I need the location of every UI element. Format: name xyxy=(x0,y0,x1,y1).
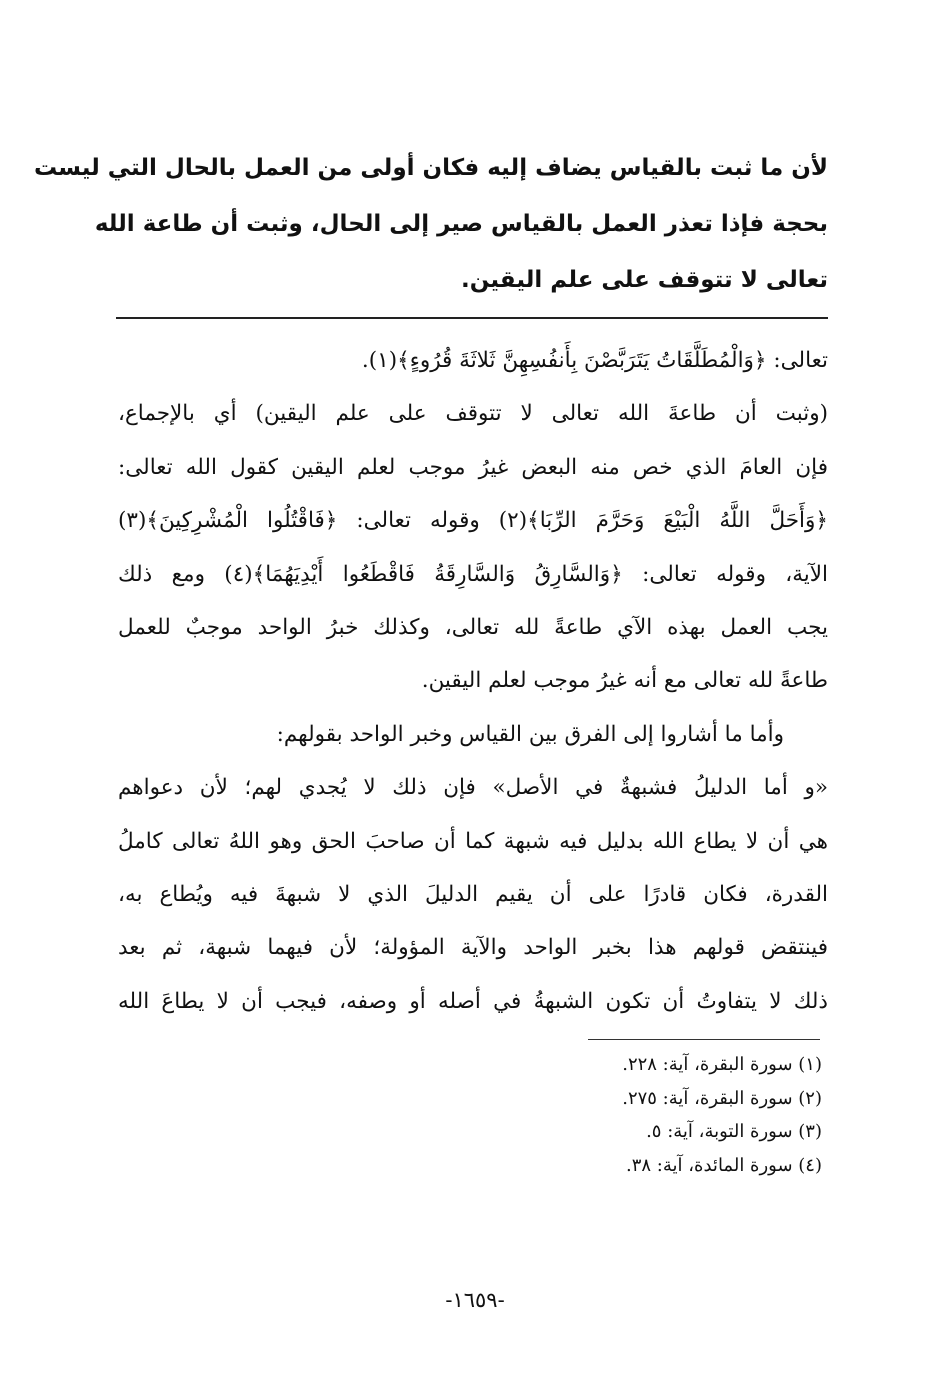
commentary-line: القدرة، فكان قادرًا على أن يقيم الدليلَ الذي لا شبهةَ فيه ويُطاع به، xyxy=(118,882,828,908)
commentary-line: فإن العامَ الذي خص منه البعض غيرُ موجب لعلم اليقين كقول الله تعالى: xyxy=(118,454,828,480)
main-text-line: لأن ما ثبت بالقياس يضاف إليه فكان أولى من العمل بالحال التي ليست xyxy=(33,155,828,181)
footnote: (٣) سورة التوبة، آية: ٥. xyxy=(646,1121,822,1142)
footnote-divider xyxy=(588,1039,820,1040)
commentary-text xyxy=(118,334,828,1028)
commentary-line: «و أما الدليلُ فشبهةٌ في الأصل» فإن ذلك لا يُجدي لهم؛ لأن دعواهم xyxy=(118,775,828,801)
commentary-line: فينتقض قولهم هذا بخبر الواحد والآية المؤولة؛ لأن فيهما شبهة، ثم بعد xyxy=(118,935,828,961)
commentary-line: (وثبت أن طاعةَ الله تعالى لا تتوقف على علم اليقين) أي بالإجماع، xyxy=(118,401,828,427)
commentary-line: الآية، وقوله تعالى: ﴿وَالسَّارِقُ وَالسَّارِقَةُ فَاقْطَعُوا أَيْدِيَهُمَا﴾(٤) ومع ذلك xyxy=(118,561,828,587)
commentary-line: يجب العمل بهذه الآي طاعةً لله تعالى، وكذلك خبرُ الواحد موجبٌ للعمل xyxy=(118,615,828,641)
footnotes xyxy=(462,1048,822,1182)
commentary-line: ذلك لا يتفاوتُ أن تكون الشبهةُ في أصله أو وصفه، فيجب أن لا يطاعَ الله xyxy=(118,988,828,1014)
commentary-line: تعالى: ﴿وَالْمُطَلَّقَاتُ يَتَرَبَّصْنَ بِأَنفُسِهِنَّ ثَلاثَةَ قُرُوءٍ﴾(١). xyxy=(361,348,828,373)
commentary-line: طاعةً لله تعالى مع أنه غيرُ موجب لعلم اليقين. xyxy=(421,668,828,694)
main-text-line: تعالى لا تتوقف على علم اليقين. xyxy=(460,267,828,293)
page-number: -١٦٥٩- xyxy=(445,1288,505,1312)
commentary-line: هي أن لا يطاع الله بدليل فيه شبهة كما أن صاحبَ الحق وهو اللهُ تعالى كاملُ xyxy=(118,828,828,854)
commentary-line: ﴿وَأَحَلَّ اللَّهُ الْبَيْعَ وَحَرَّمَ الرِّبَا﴾(٢) وقوله تعالى: ﴿فَاقْتُلُوا الْمُشْرِكِينَ﴾(٣) xyxy=(118,508,828,534)
main-text xyxy=(33,140,828,308)
footnote: (٢) سورة البقرة، آية: ٢٧٥. xyxy=(622,1087,822,1109)
main-text-line: بحجة فإذا تعذر العمل بالقياس صير إلى الحال، وثبت أن طاعة الله xyxy=(94,211,828,237)
text-divider xyxy=(116,317,828,319)
commentary-line: وأما ما أشاروا إلى الفرق بين القياس وخبر الواحد بقولهم: xyxy=(276,721,784,747)
footnote: (٤) سورة المائدة، آية: ٣٨. xyxy=(626,1154,822,1176)
footnote: (١) سورة البقرة، آية: ٢٢٨. xyxy=(622,1054,822,1075)
